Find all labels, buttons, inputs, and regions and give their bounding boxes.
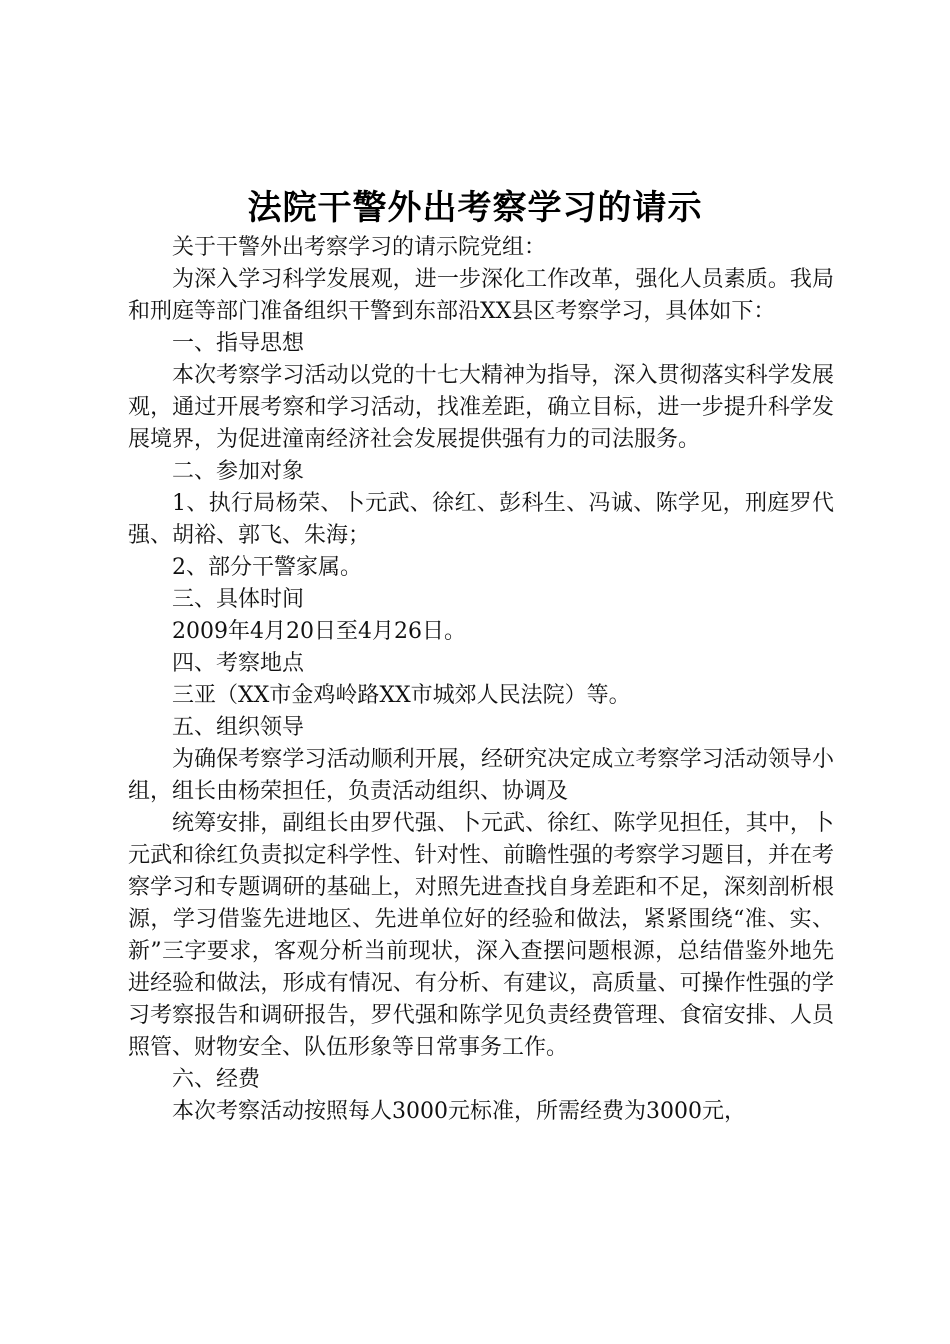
time-paragraph: 2009年4月20日至4月26日。 bbox=[172, 619, 466, 644]
document-body bbox=[128, 232, 834, 1128]
section-heading-participants: 二、参加对象 bbox=[172, 459, 305, 484]
funding-paragraph: 本次考察活动按照每人3000元标准，所需经费为3000元， bbox=[172, 1099, 746, 1124]
location-paragraph: 三亚（XX市金鸡岭路XX市城郊人民法院）等。 bbox=[172, 683, 631, 708]
intro-paragraph: 为深入学习科学发展观，进一步深化工作改革，强化人员素质。我局和刑庭等部门准备组织干警到东部沿XX县区考察学习，具体如下： bbox=[128, 267, 834, 324]
participants-item-1: 1、执行局杨荣、卜元武、徐红、彭科生、冯诚、陈学见，刑庭罗代强、胡裕、郭飞、朱海； bbox=[128, 491, 834, 548]
section-heading-time: 三、具体时间 bbox=[172, 587, 305, 612]
section-heading-guiding-ideology: 一、指导思想 bbox=[172, 331, 305, 356]
section-heading-leadership: 五、组织领导 bbox=[172, 715, 305, 740]
leadership-paragraph-2: 统筹安排，副组长由罗代强、卜元武、徐红、陈学见担任，其中，卜元武和徐红负责拟定科学性、针对性、前瞻性强的考察学习题目，并在考察学习和专题调研的基础上，对照先进查找自身差距和不足，深刻剖析根源，学习借鉴先进地区、先进单位好的经验和做法，紧紧围绕“准、实、新”三字要求，客观分析当前现状，深入查摆问题根源，总结借鉴外地先进经验和做法，形成有情况、有分析、有建议，高质量、可操作性强的学习考察报告和调研报告，罗代强和陈学见负责经费管理、食宿安排、人员照管、财物安全、队伍形象等日常事务工作。 bbox=[128, 811, 834, 1060]
salutation: 关于干警外出考察学习的请示院党组： bbox=[172, 235, 547, 260]
guiding-ideology-paragraph: 本次考察学习活动以党的十七大精神为指导，深入贯彻落实科学发展观，通过开展考察和学习活动，找准差距，确立目标，进一步提升科学发展境界，为促进潼南经济社会发展提供强有力的司法服务。 bbox=[128, 363, 834, 452]
participants-item-2: 2、部分干警家属。 bbox=[172, 555, 362, 580]
section-heading-funding: 六、经费 bbox=[172, 1067, 261, 1092]
document-title: 法院干警外出考察学习的请示 bbox=[247, 188, 703, 228]
leadership-paragraph-1: 为确保考察学习活动顺利开展，经研究决定成立考察学习活动领导小组，组长由杨荣担任，负责活动组织、协调及 bbox=[128, 747, 834, 804]
section-heading-location: 四、考察地点 bbox=[172, 651, 305, 676]
